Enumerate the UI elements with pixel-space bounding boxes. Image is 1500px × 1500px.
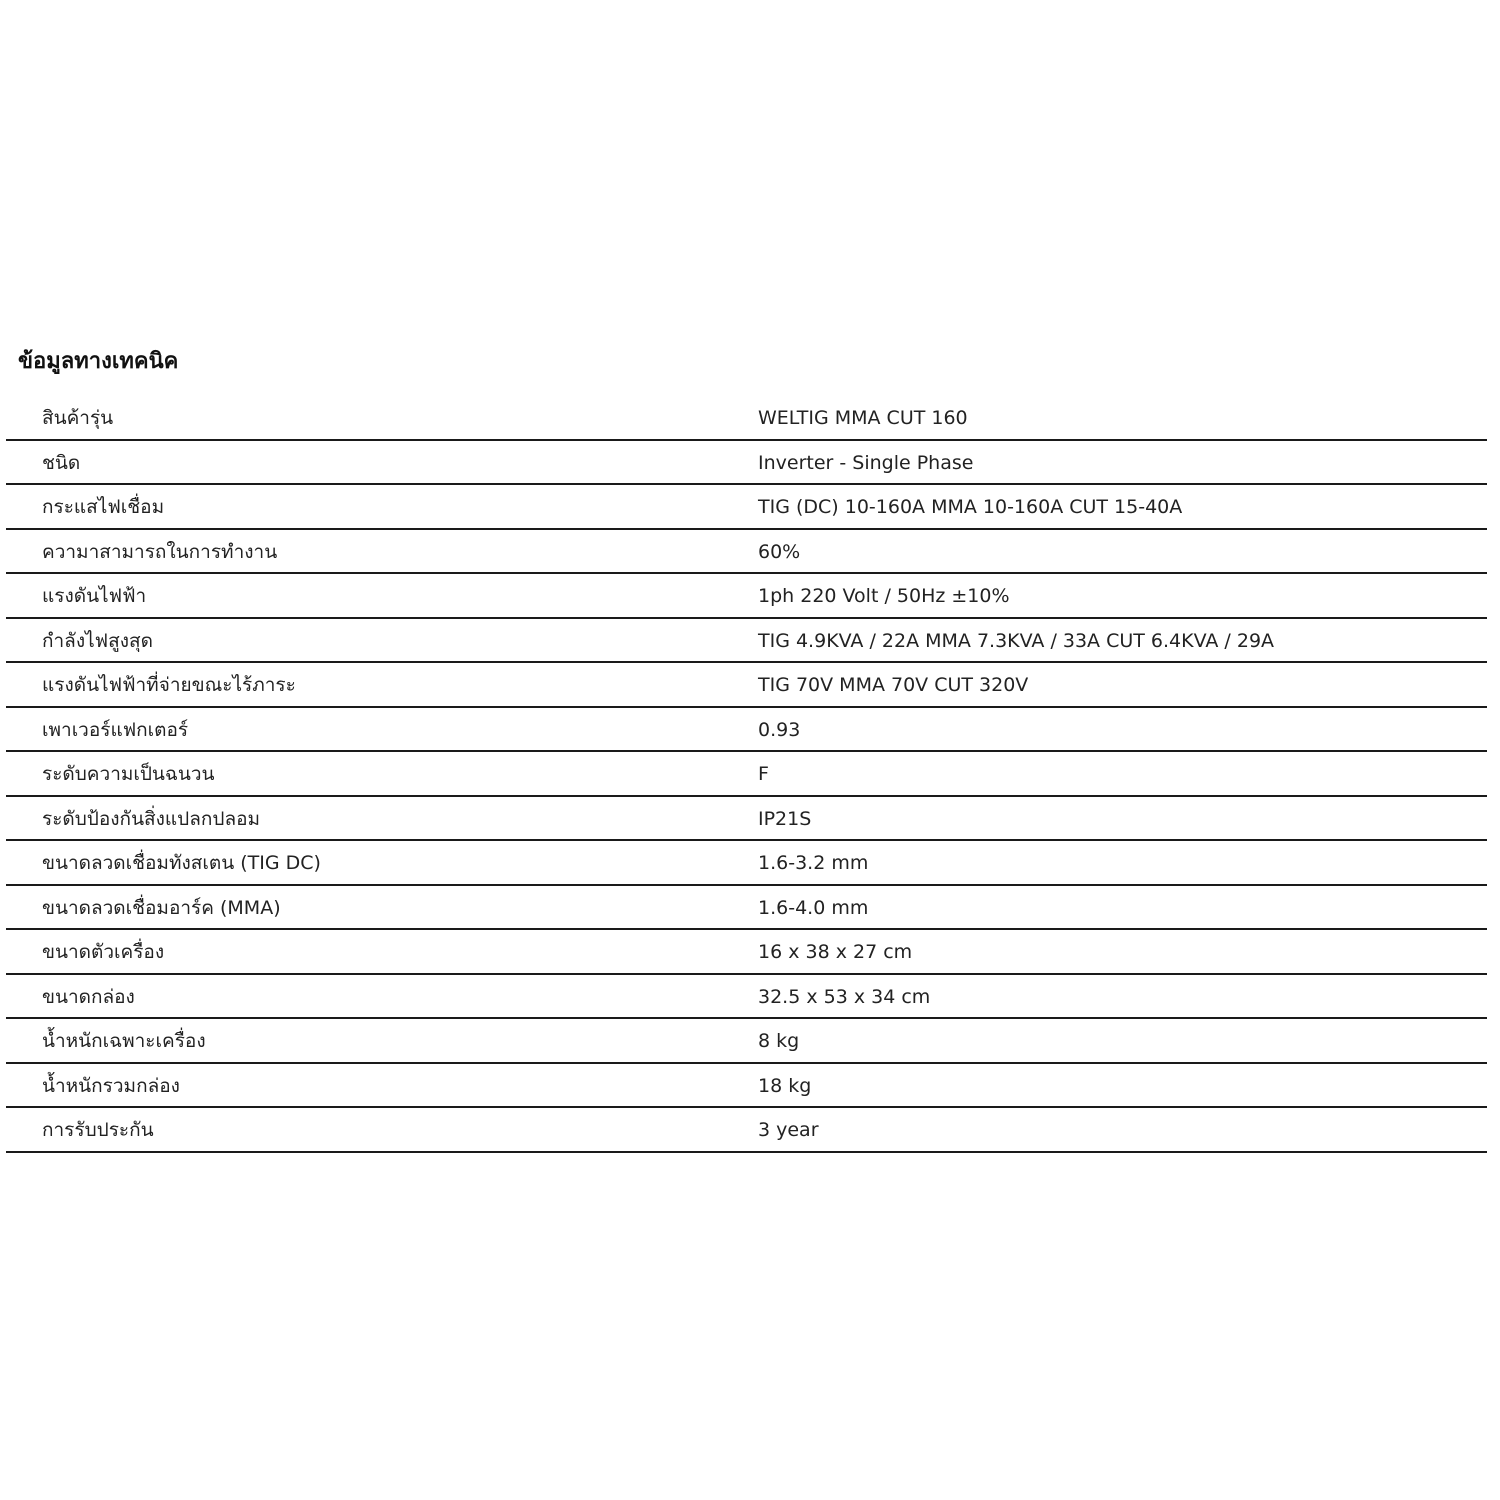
spec-row-tungsten-size — [6, 841, 1487, 886]
spec-row-input-voltage — [6, 574, 1487, 619]
spec-row-box-dimensions — [6, 975, 1487, 1020]
spec-row-gross-weight — [6, 1064, 1487, 1109]
spec-value: 3 year — [758, 1119, 819, 1141]
spec-row-machine-dimensions — [6, 930, 1487, 975]
spec-label: ขนาดลวดเชื่อมอาร์ค (MMA) — [42, 896, 281, 919]
spec-label: น้ำหนักรวมกล่อง — [42, 1074, 180, 1097]
spec-label: แรงดันไฟฟ้าที่จ่ายขณะไร้ภาระ — [42, 674, 296, 696]
spec-label: น้ำหนักเฉพาะเครื่อง — [42, 1030, 206, 1052]
spec-table — [6, 396, 1487, 1153]
spec-label: ชนิด — [42, 451, 81, 474]
spec-row-duty-cycle — [6, 530, 1487, 575]
spec-value: 8 kg — [758, 1030, 800, 1052]
spec-value: TIG 4.9KVA / 22A MMA 7.3KVA / 33A CUT 6.4KVA / 29A — [758, 629, 1275, 652]
spec-label: เพาเวอร์แฟกเตอร์ — [42, 718, 189, 741]
spec-label: การรับประกัน — [42, 1119, 154, 1141]
spec-value: 1ph 220 Volt / 50Hz ±10% — [758, 585, 1010, 607]
spec-label: กระแสไฟเชื่อม — [42, 496, 165, 518]
spec-value: 1.6-4.0 mm — [758, 896, 869, 919]
spec-label: ขนาดตัวเครื่อง — [42, 941, 165, 963]
section-title: ข้อมูลทางเทคนิค — [18, 349, 179, 374]
spec-row-net-weight — [6, 1019, 1487, 1064]
spec-value: 0.93 — [758, 718, 801, 741]
spec-value: WELTIG MMA CUT 160 — [758, 407, 968, 429]
spec-value: F — [758, 763, 769, 785]
spec-row-welding-current — [6, 485, 1487, 530]
spec-value: TIG (DC) 10-160A MMA 10-160A CUT 15-40A — [758, 496, 1183, 518]
spec-label: ขนาดลวดเชื่อมทังสเตน (TIG DC) — [42, 852, 321, 874]
spec-value: 16 x 38 x 27 cm — [758, 941, 913, 963]
spec-label: ระดับความเป็นฉนวน — [42, 763, 215, 785]
spec-value: Inverter - Single Phase — [758, 451, 974, 474]
spec-row-model — [6, 396, 1487, 441]
spec-row-power-factor — [6, 708, 1487, 753]
spec-row-no-load-voltage — [6, 663, 1487, 708]
spec-row-electrode-size — [6, 886, 1487, 931]
spec-row-warranty — [6, 1108, 1487, 1153]
spec-row-type — [6, 441, 1487, 486]
spec-label: แรงดันไฟฟ้า — [42, 585, 147, 607]
spec-value: 32.5 x 53 x 34 cm — [758, 985, 931, 1008]
spec-value: 18 kg — [758, 1074, 812, 1097]
spec-value: 1.6-3.2 mm — [758, 852, 869, 874]
spec-row-insulation-class — [6, 752, 1487, 797]
spec-row-max-power — [6, 619, 1487, 664]
spec-row-protection-class — [6, 797, 1487, 842]
spec-value: TIG 70V MMA 70V CUT 320V — [758, 674, 1029, 696]
spec-label: ขนาดกล่อง — [42, 985, 135, 1008]
spec-label: ความาสามารถในการทำงาน — [42, 540, 278, 563]
spec-value: IP21S — [758, 807, 812, 830]
spec-label: สินค้ารุ่น — [42, 407, 114, 429]
spec-value: 60% — [758, 540, 801, 563]
spec-label: ระดับป้องกันสิ่งแปลกปลอม — [42, 807, 261, 830]
spec-label: กำลังไฟสูงสุด — [42, 629, 153, 652]
